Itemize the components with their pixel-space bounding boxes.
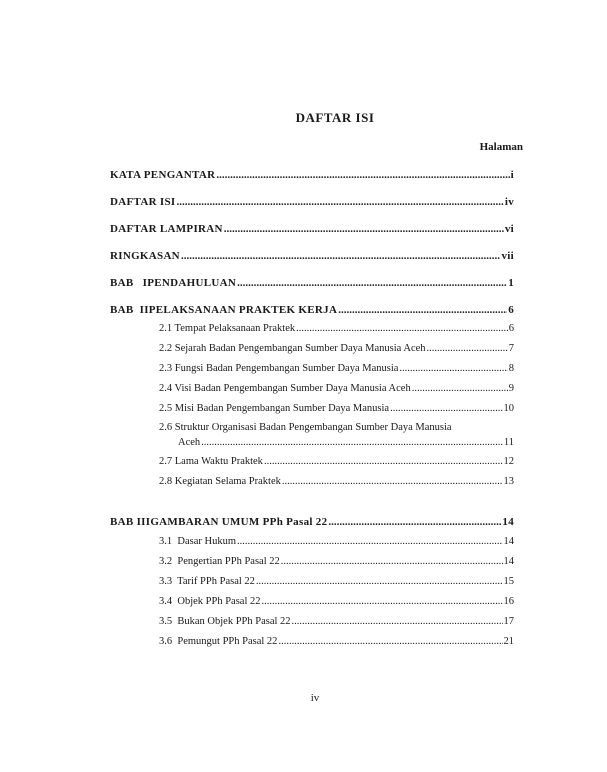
dot-leader — [181, 249, 501, 263]
toc-subentry-label-line1: 2.6 Struktur Organisasi Badan Pengembangan Sumber Daya Manusia — [159, 422, 452, 433]
toc-subentry-page: 12 — [503, 456, 514, 467]
dot-leader — [237, 276, 507, 290]
toc-entry-kata-pengantar — [110, 168, 514, 182]
toc-subentry — [159, 635, 514, 649]
dot-leader — [427, 342, 508, 356]
toc-subentry-page: 7 — [508, 343, 514, 354]
dot-leader — [256, 575, 503, 589]
toc-entry-page: vi — [504, 223, 514, 235]
dot-leader — [224, 222, 504, 236]
toc-subentry — [159, 402, 514, 416]
toc-subentry-label: 3.3 Tarif PPh Pasal 22 — [159, 576, 255, 587]
dot-leader — [412, 382, 508, 396]
toc-subentry-page: 9 — [508, 383, 514, 394]
toc-subentry-label: 2.4 Visi Badan Pengembangan Sumber Daya Manusia Aceh — [159, 383, 411, 394]
bab-number: BAB II — [110, 304, 149, 316]
toc-subentry-label: 2.3 Fungsi Badan Pengembangan Sumber Daya Manusia — [159, 363, 399, 374]
toc-subentry-page: 11 — [503, 437, 514, 448]
toc-entry-label: GAMBARAN UMUM PPh Pasal 22 — [150, 516, 328, 528]
toc-subentry-page: 14 — [503, 536, 514, 547]
toc-subentry-label: 2.5 Misi Badan Pengembangan Sumber Daya Manusia — [159, 403, 390, 414]
dot-leader — [292, 615, 503, 629]
dot-leader — [176, 195, 503, 209]
dot-leader — [390, 402, 502, 416]
toc-subentry-label: Aceh — [178, 437, 201, 448]
toc-entry-bab3 — [110, 515, 514, 529]
toc-subentry — [159, 535, 514, 549]
dot-leader — [237, 535, 503, 549]
toc-entry-bab2 — [110, 303, 514, 317]
toc-entry-page: 14 — [502, 516, 514, 528]
toc-subentry-label: 2.1 Tempat Pelaksanaan Praktek — [159, 323, 296, 334]
bab-number: BAB I — [110, 277, 148, 289]
toc-subentry-page: 6 — [508, 323, 514, 334]
toc-entry-bab1 — [110, 276, 514, 290]
dot-leader — [296, 322, 508, 336]
toc-subentry-label: 3.2 Pengertian PPh Pasal 22 — [159, 556, 280, 567]
toc-subentry-label: 3.4 Objek PPh Pasal 22 — [159, 596, 261, 607]
toc-entry-label: PELAKSANAAN PRAKTEK KERJA — [148, 304, 338, 316]
dot-leader — [399, 362, 507, 376]
toc-subentry-label: 2.7 Lama Waktu Praktek — [159, 456, 263, 467]
toc-subentry — [159, 575, 514, 589]
toc-subentry-page: 15 — [503, 576, 514, 587]
toc-subentry-label: 3.6 Pemungut PPh Pasal 22 — [159, 636, 278, 647]
toc-subentry — [159, 475, 514, 489]
toc-subentry-label: 2.2 Sejarah Badan Pengembangan Sumber Daya Manusia Aceh — [159, 343, 426, 354]
dot-leader — [278, 635, 502, 649]
dot-leader — [264, 455, 503, 469]
toc-entry-page: 1 — [508, 277, 514, 289]
toc-subentry-label: 3.5 Bukan Objek PPh Pasal 22 — [159, 616, 291, 627]
bab-number: BAB III — [110, 516, 151, 528]
toc-subentry-label: 3.1 Dasar Hukum — [159, 536, 236, 547]
toc-subentry — [159, 362, 514, 376]
toc-subentry — [178, 436, 514, 450]
halaman-label: Halaman — [479, 141, 523, 153]
toc-entry-label: PENDAHULUAN — [147, 277, 237, 289]
toc-subentry-page: 21 — [503, 636, 514, 647]
toc-subentry — [159, 595, 514, 609]
dot-leader — [282, 475, 503, 489]
page-title: DAFTAR ISI — [295, 110, 375, 125]
toc-subentry-page: 17 — [503, 616, 514, 627]
toc-entry-daftar-isi — [110, 195, 514, 209]
dot-leader — [262, 595, 503, 609]
page-number-footer: iv — [310, 692, 320, 704]
toc-entry-daftar-lampiran — [110, 222, 514, 236]
dot-leader — [338, 303, 507, 317]
toc-subentry — [159, 615, 514, 629]
toc-subentry-page: 14 — [503, 556, 514, 567]
dot-leader — [281, 555, 503, 569]
toc-subentry-label: 2.8 Kegiatan Selama Praktek — [159, 476, 281, 487]
toc-entry-page: vii — [501, 250, 514, 262]
dot-leader — [216, 168, 509, 182]
dot-leader — [328, 515, 501, 529]
toc-subentry — [159, 322, 514, 336]
toc-entry-page: 6 — [508, 304, 514, 316]
toc-entry-label: RINGKASAN — [110, 250, 180, 262]
toc-entry-label: KATA PENGANTAR — [110, 169, 216, 181]
toc-subentry-page: 16 — [503, 596, 514, 607]
dot-leader — [201, 436, 503, 450]
toc-entry-label: DAFTAR LAMPIRAN — [110, 223, 223, 235]
toc-subentry — [159, 382, 514, 396]
toc-subentry-page: 13 — [503, 476, 514, 487]
toc-entry-page: iv — [504, 196, 514, 208]
toc-subentry — [159, 555, 514, 569]
toc-entry-page: i — [510, 169, 514, 181]
toc-subentry-page: 10 — [503, 403, 514, 414]
toc-subentry — [159, 455, 514, 469]
toc-subentry — [159, 342, 514, 356]
toc-entry-ringkasan — [110, 249, 514, 263]
toc-entry-label: DAFTAR ISI — [110, 196, 176, 208]
toc-subentry-page: 8 — [508, 363, 514, 374]
